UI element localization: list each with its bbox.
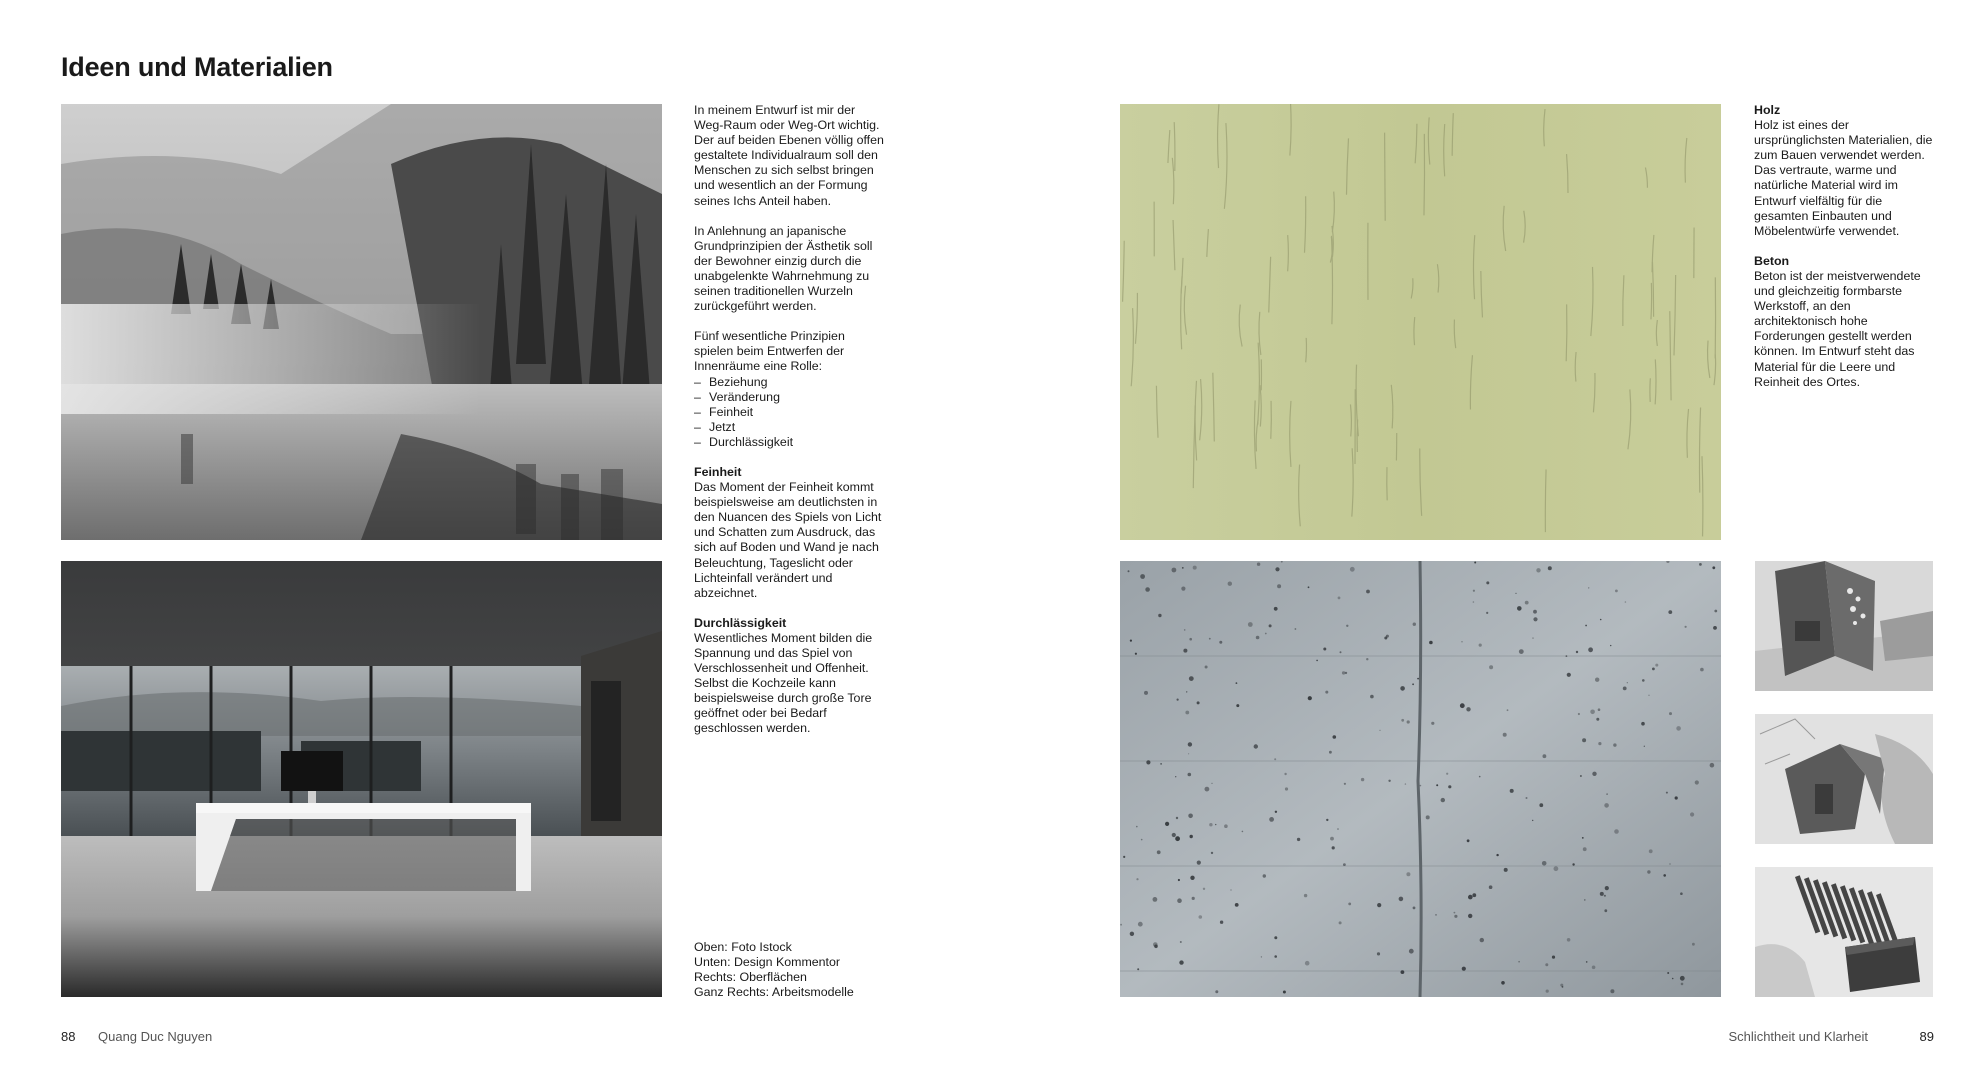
list-item: – Veränderung <box>694 390 884 405</box>
feinheit-text: Das Moment der Feinheit kommt beispielsweise am deutlichsten in den Nuancen des Spiels von Licht und Schatten zum Ausdruck, das sich auf Boden und Wand je nach Beleuchtung, Tageslicht oder Lichteinfall verändert und abzeichnet. <box>694 480 882 600</box>
materials-text-column <box>1754 103 1936 405</box>
caption-line: Unten: Design Kommentor <box>694 955 841 970</box>
principles-intro: Fünf wesentliche Prinzipien spielen beim Entwerfen der Innenräume eine Rolle: <box>694 329 845 374</box>
intro-paragraph: In meinem Entwurf ist mir der Weg-Raum oder Weg-Ort wichtig. Der auf beiden Ebenen völlig offen gestaltete Individualraum soll den Menschen zu sich selbst bringen und wesentlich an der Formung seines Ichs Anteil haben. <box>694 103 884 208</box>
work-model-photo-3 <box>1755 867 1933 997</box>
beton-section <box>1754 254 1936 390</box>
caption-line: Ganz Rechts: Arbeitsmodelle <box>694 985 854 1000</box>
holz-heading: Holz <box>1754 103 1781 117</box>
beton-heading: Beton <box>1754 253 1790 268</box>
concrete-texture-photo <box>1120 561 1721 997</box>
right-page-number: 89 <box>1919 1029 1934 1044</box>
author-name: Quang Duc Nguyen <box>98 1029 213 1044</box>
feinheit-heading: Feinheit <box>694 464 742 479</box>
office-interior-photo <box>61 561 662 997</box>
feinheit-section <box>694 465 884 601</box>
list-item: – Feinheit <box>694 405 884 420</box>
main-text-column <box>694 103 884 752</box>
holz-text: Holz ist eines der ursprünglichsten Materialien, die zum Bauen verwendet werden. Das vertraute, warme und natürliche Material wird im Entwurf vielfältig für die gesamten Einbauten und Möbelentwürfe verwendet. <box>1754 118 1933 238</box>
image-captions <box>694 940 884 1000</box>
left-page-number: 88 <box>61 1029 76 1044</box>
work-model-photo-2 <box>1755 714 1933 844</box>
caption-line: Rechts: Oberflächen <box>694 970 807 985</box>
durchlaessigkeit-heading: Durchlässigkeit <box>694 615 787 630</box>
principles-list <box>694 375 884 450</box>
durchlaessigkeit-section <box>694 616 884 737</box>
misty-lake-photo <box>61 104 662 540</box>
durchlaessigkeit-text: Wesentliches Moment bilden die Spannung und das Spiel von Verschlossenheit und Offenheit. Selbst die Kochzeile kann beispielsweise durch große Tore geöffnet oder bei Bedarf geschlossen werden. <box>694 630 873 736</box>
wood-texture-photo <box>1120 104 1721 540</box>
chapter-title: Schlichtheit und Klarheit <box>1728 1029 1868 1044</box>
list-item: – Beziehung <box>694 375 884 390</box>
list-item: – Jetzt <box>694 420 884 435</box>
beton-text: Beton ist der meistverwendete und gleichzeitig formbarste Werkstoff, an den architektonisch hohe Forderungen gestellt werden können. Im Entwurf steht das Material für die Leere und Reinheit des Ortes. <box>1754 268 1921 389</box>
holz-section <box>1754 103 1936 239</box>
caption-line: Oben: Foto Istock <box>694 940 792 954</box>
japanese-aesthetics-paragraph: In Anlehnung an japanische Grundprinzipien der Ästhetik soll der Bewohner einzig durch die unabgelenkte Wahrnehmung zu seinen traditionellen Wurzeln zurückgeführt werden. <box>694 223 873 314</box>
work-model-photo-1 <box>1755 561 1933 691</box>
list-item: – Durchlässigkeit <box>694 435 884 450</box>
page-title: Ideen und Materialien <box>61 52 333 82</box>
